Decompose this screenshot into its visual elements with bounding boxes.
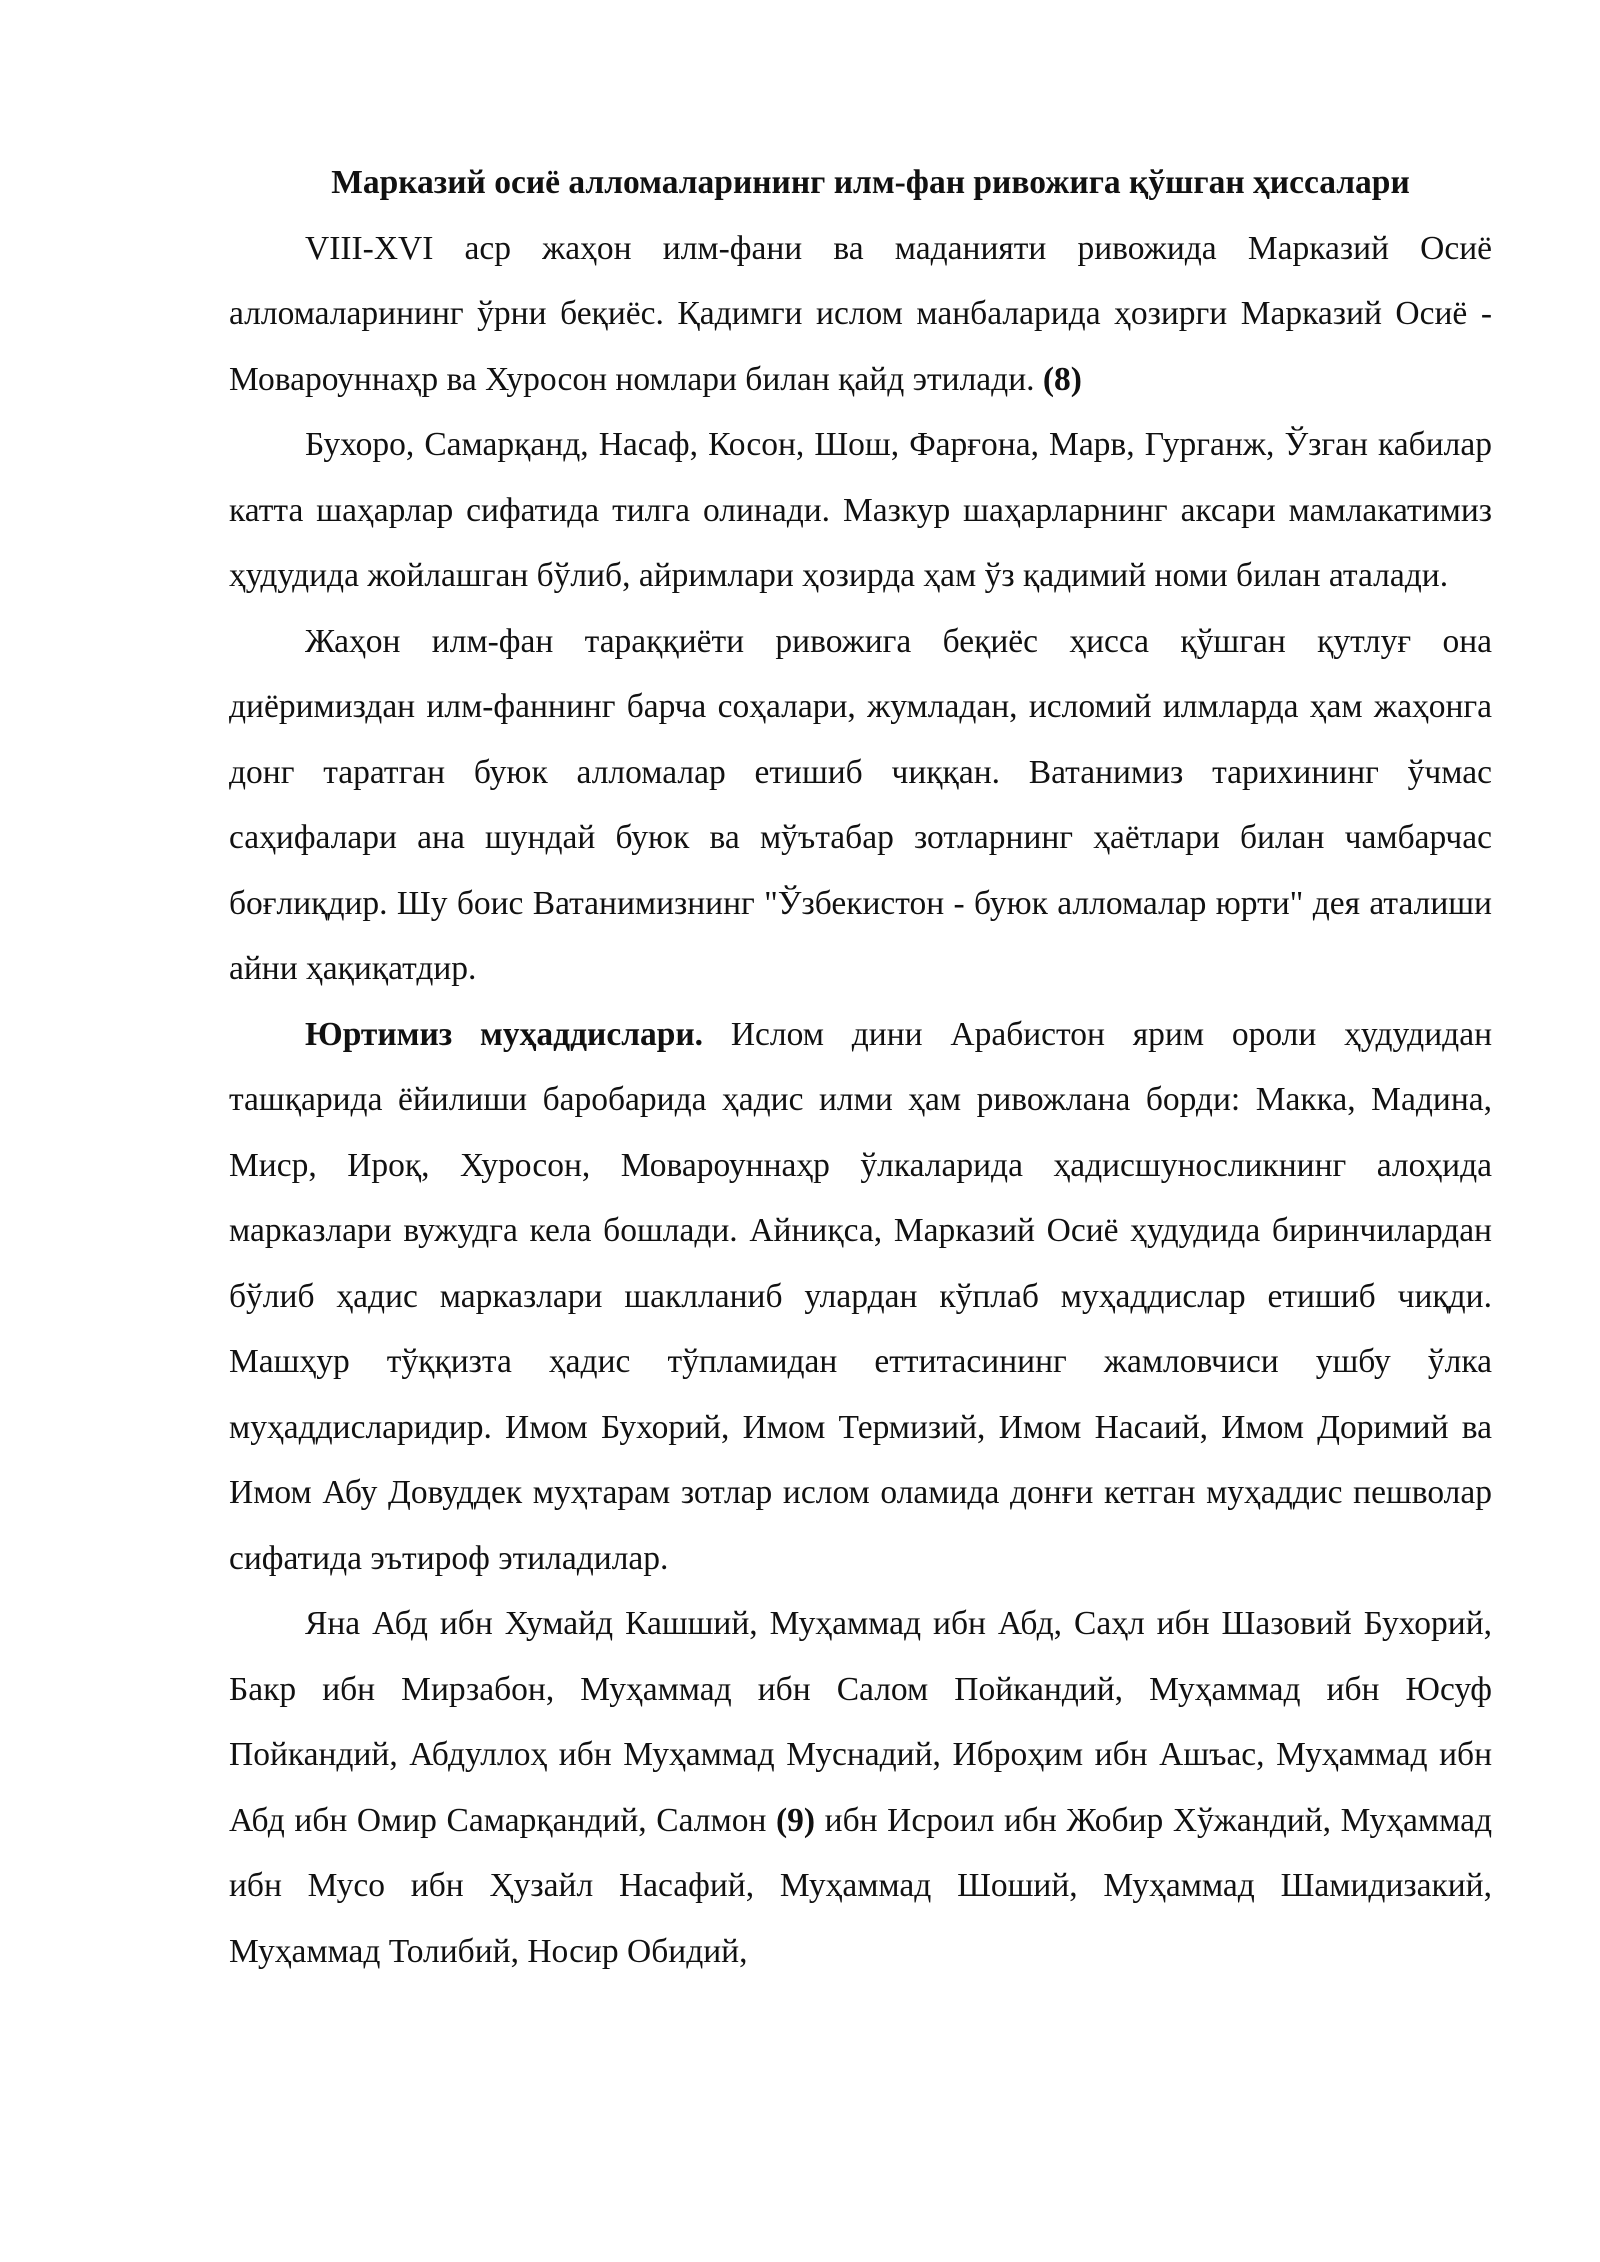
paragraph-1 bbox=[229, 216, 1492, 413]
reference-number: (9) bbox=[775, 1801, 816, 1839]
paragraph-2 bbox=[229, 412, 1492, 609]
paragraph-text: Яна Абд ибн Хумайд Кашший, Муҳаммад ибн Абд, Саҳл ибн Шазовий Бухорий, Бакр ибн Мирзабон, Муҳаммад ибн Салом Пойкандий, Муҳаммад ибн Юсуф Пойкандий, Абдуллоҳ ибн Муҳаммад Муснадий, Иброҳим ибн Ашъас, Муҳаммад ибн Абд ибн Омир Самарқандий, Салмон bbox=[229, 1605, 1492, 1839]
paragraph-5 bbox=[229, 1591, 1492, 1984]
paragraph-4 bbox=[229, 1002, 1492, 1592]
document-page bbox=[229, 150, 1492, 1984]
paragraph-text: Ислом дини Арабистон ярим ороли ҳудудидан ташқарида ёйилиши баробарида ҳадис илми ҳам ривожлана борди: Макка, Мадина, Миср, Ироқ, Хуросон, Мовароуннаҳр ўлкаларида ҳадисшуносликнинг алоҳида марказлари вужудга кела бошлади. Айниқса, Марказий Осиё ҳудудида биринчилардан бўлиб ҳадис марказлари шаклланиб улардан кўплаб муҳаддислар етишиб чиқди. Машҳур тўққизта ҳадис тўпламидан еттитасининг жамловчиси ушбу ўлка муҳаддисларидир. Имом Бухорий, Имом Термизий, Имом Насаий, Имом Доримий ва Имом Абу Довуддек муҳтарам зотлар ислом оламида донғи кетган муҳаддис пешволар сифатида эътироф этиладилар. bbox=[229, 1015, 1492, 1577]
section-heading: Юртимиз муҳаддислари. bbox=[305, 1015, 704, 1053]
paragraph-text: Жаҳон илм-фан тараққиёти ривожига беқиёс ҳисса қўшган қутлуғ она диёримиздан илм-фаннинг барча соҳалари, жумладан, исломий илмларда ҳам жаҳонга донг таратган буюк алломалар етишиб чиққан. Ватанимиз тарихининг ўчмас саҳифалари ана шундай буюк ва мўътабар зотларнинг ҳаётлари билан чамбарчас боғлиқдир. Шу боис Ватанимизнинг "Ўзбекистон - буюк алломалар юрти" дея аталиши айни ҳақиқатдир. bbox=[229, 622, 1492, 987]
reference-number: (8) bbox=[1042, 360, 1082, 398]
paragraph-text: Бухоро, Самарқанд, Насаф, Косон, Шош, Фарғона, Марв, Гурганж, Ўзган кабилар катта шаҳарлар сифатида тилга олинади. Мазкур шаҳарларнинг аксари мамлакатимиз ҳудудида жойлашган бўлиб, айримлари ҳозирда ҳам ўз қадимий номи билан аталади. bbox=[229, 426, 1492, 594]
document-title: Марказий осиё алломаларининг илм-фан ривожига қўшган ҳиссалари bbox=[331, 164, 1410, 201]
paragraph-text: VIII-XVI аср жаҳон илм-фани ва маданияти ривожида Марказий Осиё алломаларининг ўрни беқиёс. Қадимги ислом манбаларида ҳозирги Марказий Осиё - Мовароуннаҳр ва Хуросон номлари билан қайд этилади. bbox=[229, 229, 1492, 398]
paragraph-text-continued: ибн Исроил ибн Жобир Хўжандий, Муҳаммад ибн Мусо ибн Ҳузайл Насафий, Муҳаммад Шоший, Муҳаммад Шамидизакий, Муҳаммад Толибий, Носир Обидий, bbox=[229, 1801, 1493, 1970]
paragraph-3 bbox=[229, 609, 1492, 1002]
